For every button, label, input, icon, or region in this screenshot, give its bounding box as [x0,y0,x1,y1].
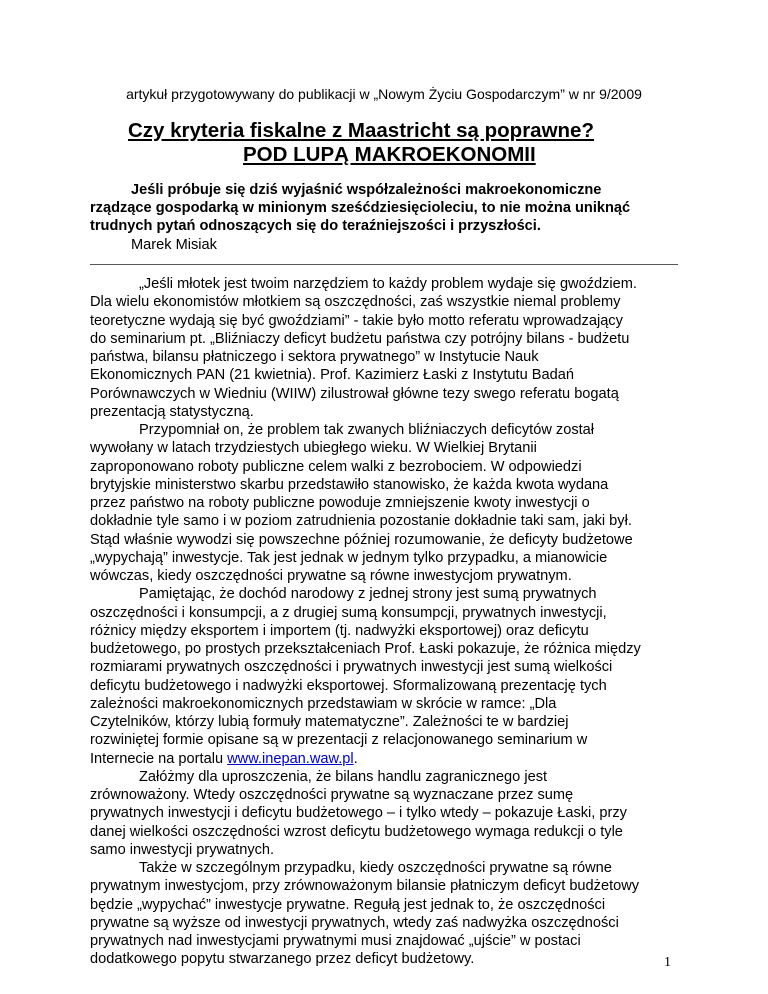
separator-line [90,264,678,265]
body-line: „Jeśli młotek jest twoim narzędziem to każdy problem wydaje się gwoździem. [139,276,637,292]
body-line: prywatne są wyższe od inwestycji prywatnych, wtedy zaś nadwyżka oszczędności [90,914,619,931]
body-line: wówczas, kiedy oszczędności prywatne są równe inwestycjom prywatnym. [90,568,572,584]
body-line: Porównawczych w Wiedniu (WIIW) zilustrował główne tezy swego referatu bogatą [90,385,619,402]
body-line: Czytelników, którzy lubią formuły matematyczne”. Zależności te w bardziej [90,714,569,730]
body-line: rozwiniętej formie opisane są w prezentacji z relacjonowanego seminarium w [90,732,588,749]
body-line: Pamiętając, że dochód narodowy z jednej strony jest sumą prywatnych [139,586,597,603]
body-line: do seminarium pt. „Bliźniaczy deficyt budżetu państwa czy potrójny bilans - budżetu [90,330,630,347]
lead-line: trudnych pytań odnoszących się do teraźniejszości i przyszłości. [90,218,541,234]
article-body [90,275,690,969]
article-title: Czy kryteria fiskalne z Maastricht są poprawne? [128,119,594,142]
lead-paragraph [90,181,690,235]
body-line: będzie „wypychać” inwestycje prywatne. Regułą jest jednak to, że oszczędności [90,896,606,913]
body-line: Przypomniał on, że problem tak zwanych bliźniaczych deficytów został [139,422,595,438]
inepan-link[interactable]: www.inepan.waw.pl [227,750,354,767]
body-line: państwa, bilansu płatniczego i sektora prywatnego” w Instytucie Nauk [90,349,539,365]
body-line [90,750,690,768]
body-line: Dla wielu ekonomistów młotkiem są oszczędności, zaś wszystkie niemal problemy [90,294,621,311]
publication-note: artykuł przygotowywany do publikacji w „Nowym Życiu Gospodarczym” w nr 9/2009 [126,86,642,102]
body-line: budżetowego, po prostych przekształceniach Prof. Łaski pokazuje, że różnica między [90,641,641,657]
body-line: samo inwestycji prywatnych. [90,841,275,858]
body-line: rozmiarami prywatnych oszczędności i prywatnych inwestycji jest sumą wielkości [90,659,613,676]
body-line: dokładnie tyle samo i w poziom zatrudnienia pozostanie dokładnie taki sam, jaki był. [90,513,632,530]
body-line: dodatkowego popytu stwarzanego przez deficyt budżetowy. [90,951,475,968]
body-line: prywatnych inwestycji i deficytu budżetowego – i tylko wtedy – pokazuje Łaski, przy [90,805,627,822]
body-line: Ekonomicznych PAN (21 kwietnia). Prof. Kazimierz Łaski z Instytutu Badań [90,367,574,384]
page-number: 1 [664,955,671,970]
body-line: zrównoważony. Wtedy oszczędności prywatne są wyznaczane przez sumę [90,787,574,803]
body-line: danej wielkości oszczędności wzrost deficytu budżetowego wymaga redukcji o tyle [90,823,623,840]
lead-line: Jeśli próbuje się dziś wyjaśnić współzależności makroekonomiczne [131,182,602,198]
body-line: „wypychają” inwestycje. Tak jest jednak w jednym tylko przypadku, a mianowicie [90,549,608,566]
body-line: wywołany w latach trzydziestych ubiegłego wieku. W Wielkiej Brytanii [90,440,537,457]
body-line: zaproponowano roboty publiczne celem walki z bezrobociem. W odpowiedzi [90,458,582,475]
body-line: oszczędności i konsumpcji, a z drugiej sumą konsumpcji, prywatnych inwestycji, [90,604,607,621]
body-line: Załóżmy dla uproszczenia, że bilans handlu zagranicznego jest [139,768,548,785]
body-line: zależności makroekonomicznych przedstawiam w skrócie w ramce: „Dla [90,695,557,712]
link-prefix-text: Internecie na portalu [90,750,228,767]
body-line: deficytu budżetowego i nadwyżki eksportowej. Sformalizowaną prezentację tych [90,677,607,694]
body-line: prezentacją statystyczną. [90,403,254,420]
link-suffix-text: . [353,750,358,767]
body-line: Także w szczególnym przypadku, kiedy oszczędności prywatne są równe [139,860,612,876]
body-line: prywatnym inwestycjom, przy zrównoważonym bilansie płatniczym deficyt budżetowy [90,878,640,895]
body-line: prywatnych nad inwestycjami prywatnymi musi znajdować „ujście” w postaci [90,933,581,949]
body-line: przez państwo na roboty publiczne powoduje zmniejszenie kwoty inwestycji o [90,495,590,511]
article-subtitle: POD LUPĄ MAKROEKONOMII [243,143,536,166]
body-line: różnicy między eksportem i importem (tj. nadwyżki eksportowej) oraz deficytu [90,622,589,639]
body-line: Stąd właśnie wywodzi się powszechne później rozumowanie, że deficyty budżetowe [90,531,633,548]
author-name: Marek Misiak [131,237,217,253]
body-line: teoretyczne wydają się być gwoździami” - takie było motto referatu wprowadzający [90,312,623,329]
lead-line: rządzące gospodarką w minionym sześćdziesięcioleciu, to nie można uniknąć [90,200,631,216]
body-line: brytyjskie ministerstwo skarbu przedstawiło stanowisko, że każda kwota wydana [90,476,609,493]
